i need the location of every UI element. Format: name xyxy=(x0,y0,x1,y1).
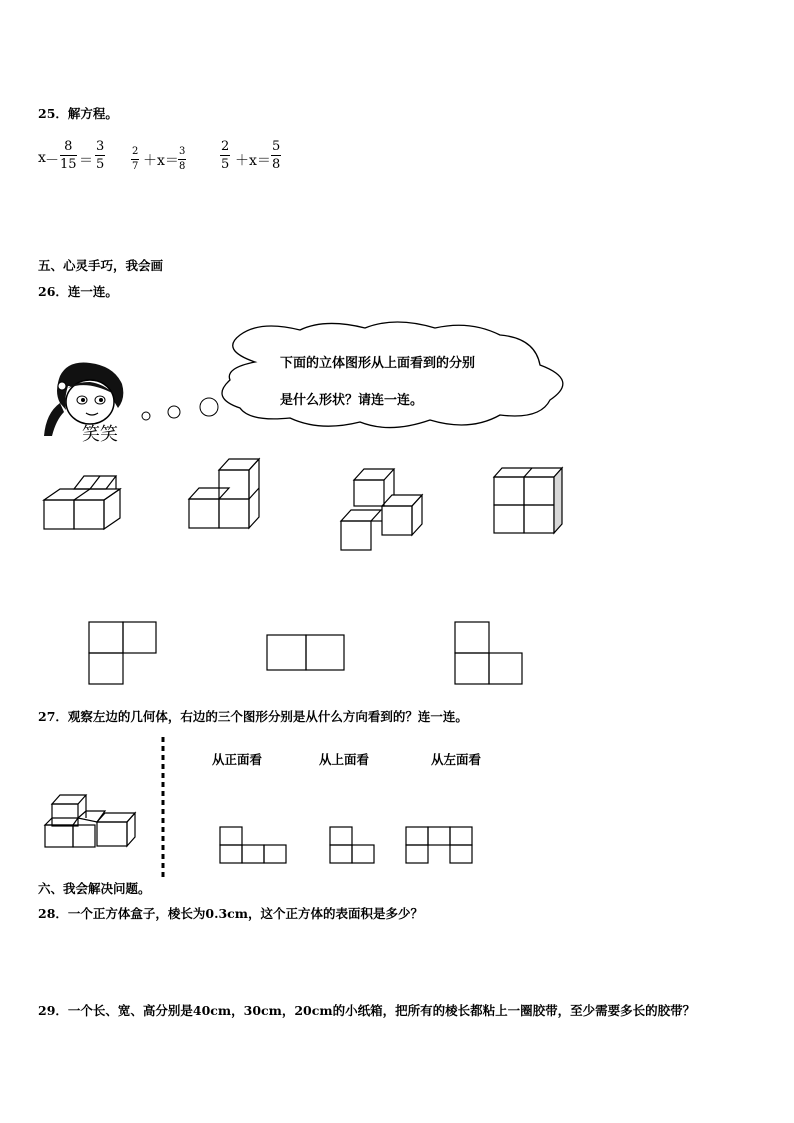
eq1-f2-den: 5 xyxy=(96,157,105,172)
eq1-fraction-1 xyxy=(60,140,77,171)
q27-view-3 xyxy=(405,826,475,866)
q27-view-2 xyxy=(329,826,377,866)
eq3-f2-num: 5 xyxy=(272,139,281,154)
eq3-f2-den: 8 xyxy=(272,157,281,172)
eq1-f2-num: 3 xyxy=(96,139,105,154)
eq2-fraction-2 xyxy=(178,147,186,172)
bubble-line-2: 是什么形状？请连一连。 xyxy=(280,393,424,408)
eq2-fraction-1 xyxy=(131,147,139,172)
q28-title: 28．一个正方体盒子，棱长为0.3cm，这个正方体的表面积是多少？ xyxy=(38,906,423,921)
eq3-fraction-1 xyxy=(220,140,230,171)
eq2-f2-num: 3 xyxy=(178,147,186,160)
eq1-fraction-2 xyxy=(95,140,105,171)
eq2-f1-den: 7 xyxy=(132,161,139,172)
section6-title: 六、我会解决问题。 xyxy=(38,881,151,896)
view-shape-1 xyxy=(87,620,159,686)
eq3-fraction-2 xyxy=(271,140,281,171)
eq2-operator: ＋x＝ xyxy=(143,153,179,169)
view-shape-2 xyxy=(265,633,347,673)
eq2-f2-den: 8 xyxy=(179,161,186,172)
q25-title: 25．解方程。 xyxy=(38,106,118,121)
eq3-f1-den: 5 xyxy=(221,157,230,172)
label-left-view: 从左面看 xyxy=(431,752,482,767)
q27-title: 27．观察左边的几何体，右边的三个图形分别是从什么方向看到的？连一连。 xyxy=(38,709,468,724)
eq1-f1-num: 8 xyxy=(60,140,77,156)
solid-figure-4 xyxy=(490,465,570,537)
character-name: 笑笑 xyxy=(82,424,118,445)
thought-bubble xyxy=(140,320,590,435)
q27-view-1 xyxy=(219,826,289,866)
solid-figure-1 xyxy=(40,472,130,532)
dashed-divider xyxy=(160,737,166,877)
eq1-f1-den: 15 xyxy=(60,157,77,172)
eq2-f1-num: 2 xyxy=(131,147,139,160)
solid-figure-2 xyxy=(185,456,265,531)
section5-title: 五、心灵手巧，我会画 xyxy=(38,258,164,273)
bubble-line-1: 下面的立体图形从上面看到的分别 xyxy=(280,356,476,371)
q27-solid-figure xyxy=(42,792,142,850)
label-top-view: 从上面看 xyxy=(319,752,370,767)
eq1-equals: ＝ xyxy=(79,153,93,169)
eq1-variable: x xyxy=(38,150,46,166)
q29-title: 29．一个长、宽、高分别是40cm，30cm，20cm的小纸箱，把所有的棱长都粘上一圈胶带，至少需要多长的胶带？ xyxy=(38,1003,696,1018)
solid-figure-3 xyxy=(337,465,432,555)
eq3-operator: ＋x＝ xyxy=(235,153,271,169)
eq1-operator: － xyxy=(45,153,59,169)
q26-title: 26．连一连。 xyxy=(38,284,118,299)
eq3-f1-num: 2 xyxy=(221,139,230,154)
view-shape-3 xyxy=(453,620,525,686)
label-front-view: 从正面看 xyxy=(212,752,263,767)
